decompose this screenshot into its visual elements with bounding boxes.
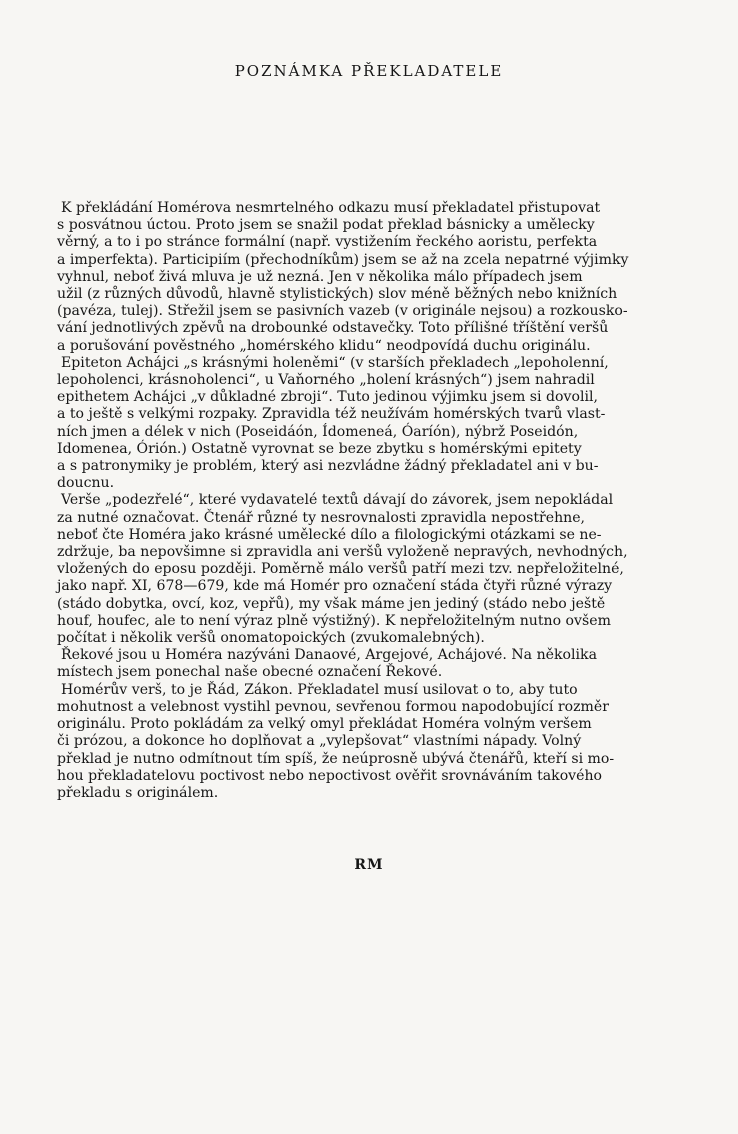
text-line: Řekové jsou u Homéra nazýváni Danaové, Argejové, Achájové. Na několika [61,647,597,664]
text-line: K překládání Homérova nesmrtelného odkazu musí překladatel přistupovat [61,200,601,216]
paragraph [57,492,657,647]
text-line: originálu. Proto pokládám za velký omyl překládat Homéra volným veršem [57,716,592,733]
text-line: a to ještě s velkými rozpaky. Zpravidla též neužívám homérských tvarů vlast- [57,406,606,423]
paragraph [57,355,657,493]
signature: RM [354,857,384,873]
text-line: hou překladatelovu poctivost nebo nepoctivost ověřit srovnáváním takového [57,767,603,784]
page-title: POZNÁMKA PŘEKLADATELE [234,62,504,80]
text-line: Homérův verš, to je Řád, Zákon. Překladatel musí usilovat o to, aby tuto [61,681,578,698]
text-line: překlad je nutno odmítnout tím spíš, že neúprosně ubývá čtenářů, kteří si mo- [57,750,615,767]
text-line: Idomenea, Órión.) Ostatně vyrovnat se beze zbytku s homérskými epitety [57,440,582,457]
text-line: Verše „podezřelé“, které vydavatelé textů dávají do závorek, jsem nepokládal [61,492,614,509]
text-line: (pavéza, tulej). Střežil jsem se pasivních vazeb (v originále nejsou) a rozkousko- [57,303,628,320]
text-line: a porušování pověstného „homérského klidu“ neodpovídá duchu originálu. [57,337,591,354]
text-line: věrný, a to i po stránce formální (např. vystižením řeckého aoristu, perfekta [57,234,598,251]
text-line: lepoholenci, krásnoholenci“, u Vaňorného „holení krásných“) jsem nahradil [57,372,595,389]
text-line: vložených do eposu později. Poměrně málo veršů patří mezi tzv. nepřeložitelné, [57,561,624,578]
paragraph [57,647,657,681]
text-line: epithetem Achájci „v důkladné zbroji“. Tuto jedinou výjimku jsem si dovolil, [57,389,598,406]
text-line: překladu s originálem. [57,784,219,801]
text-line: neboť čte Homéra jako krásné umělecké dílo a filologickými otázkami se ne- [57,526,602,543]
paragraph [57,200,657,355]
text-line: počítat i několik veršů onomatopoických (zvukomalebných). [57,630,485,647]
text-line: vání jednotlivých zpěvů na drobounké odstavečky. Toto přílišné tříštění veršů [57,320,609,337]
text-line: za nutné označovat. Čtenář různé ty nesrovnalosti zpravidla nepostřehne, [57,509,586,526]
text-line: zdržuje, ba nepovšimne si zpravidla ani veršů vyloženě nepravých, nevhodných, [57,544,628,561]
text-line: ních jmen a délek v nich (Poseidáón, Ídomeneá, Óaríón), nýbrž Poseidón, [57,423,579,440]
text-line: doucnu. [57,475,115,492]
text-line: vyhnul, neboť živá mluva je už nezná. Jen v několika málo případech jsem [57,268,583,285]
text-line: Epiteton Achájci „s krásnými holeněmi“ (v starších překladech „lepoholenní, [61,354,609,371]
text-line: či prózou, a dokonce ho doplňovat a „vylepšovat“ vlastními nápady. Volný [57,733,582,750]
text-line: s posvátnou úctou. Proto jsem se snažil podat překlad básnicky a umělecky [57,217,595,234]
text-line: a s patronymiky je problém, který asi nezvládne žádný překladatel ani v bu- [57,458,599,475]
text-line: a imperfekta). Participiím (přechodníkům) jsem se až na zcela nepatrné výjimky [57,251,629,268]
text-line: užil (z různých důvodů, hlavně stylistických) slov méně běžných nebo knižních [57,286,618,303]
text-line: jako např. XI, 678—679, kde má Homér pro označení stáda čtyři různé výrazy [57,578,613,595]
paragraph [57,682,657,802]
text-line: (stádo dobytka, ovcí, koz, vepřů), my však máme jen jediný (stádo nebo ještě [57,595,606,612]
body-text [57,200,657,802]
text-line: mohutnost a velebnost vystihl pevnou, sevřenou formou napodobující rozměr [57,698,609,715]
text-line: houf, houfec, ale to není výraz plně výstižný). K nepřeložitelným nutno ovšem [57,612,611,629]
text-line: místech jsem ponechal naše obecné označení Řekové. [57,664,443,681]
